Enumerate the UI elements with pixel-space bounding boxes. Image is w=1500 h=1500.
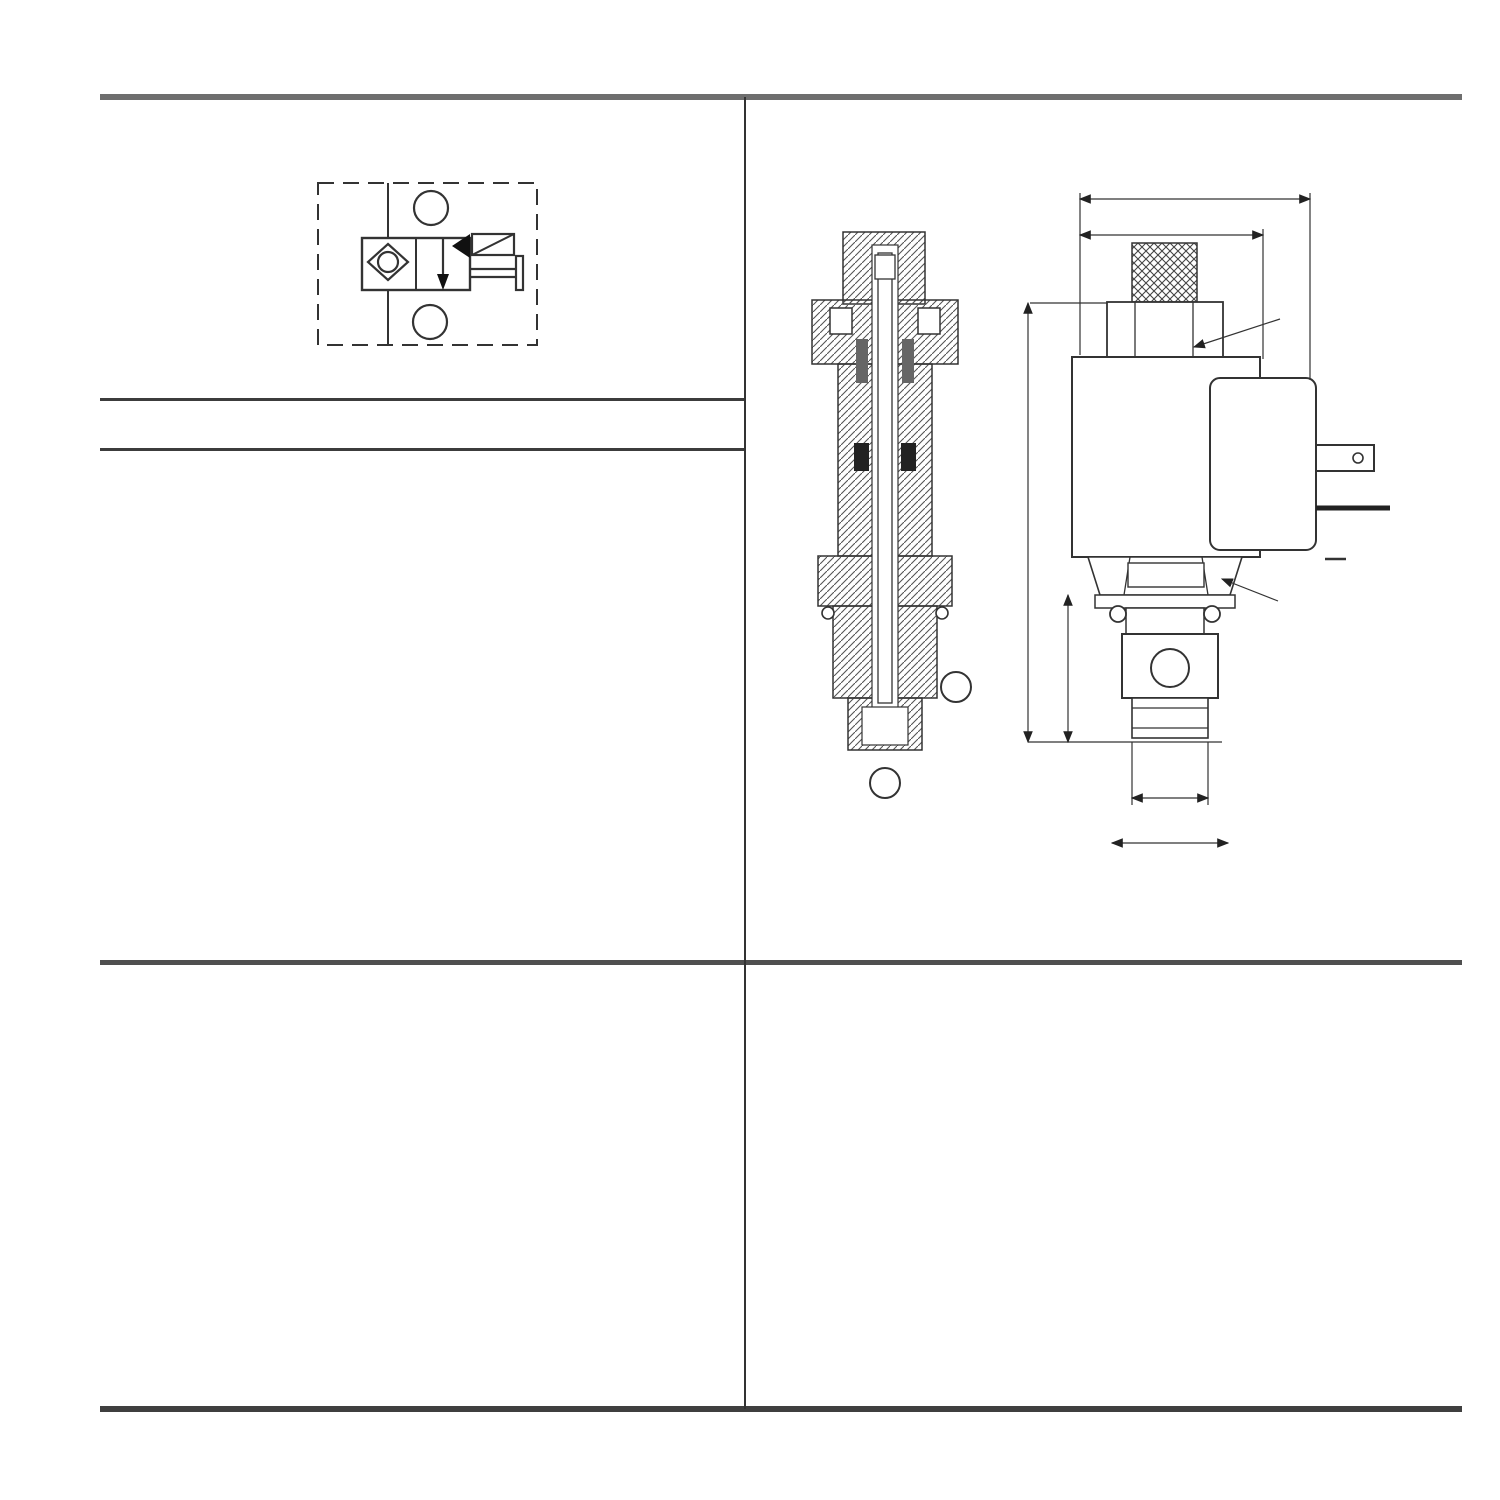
section-port-2-marker <box>941 672 971 702</box>
port-1-marker <box>413 305 447 339</box>
dimension-drawing <box>1072 243 1390 738</box>
override-pin-head <box>516 256 523 290</box>
symbol-section-title <box>110 100 116 133</box>
section-port-1-marker <box>870 768 900 798</box>
o-ring-right <box>1204 606 1220 622</box>
check-valve-ball <box>378 252 398 272</box>
hex-nut <box>1107 302 1223 357</box>
cross-section-drawing <box>812 232 958 750</box>
brand-plate <box>1128 563 1204 587</box>
knurled-knob <box>1132 243 1197 302</box>
flow-chart <box>760 1080 1400 1410</box>
chart-section-title <box>762 976 768 1008</box>
cross-drilled-port <box>1151 649 1189 687</box>
specifications-table <box>100 398 744 451</box>
valve-lower-body <box>1132 698 1208 738</box>
vertical-divider <box>744 97 746 1409</box>
oring-band <box>1126 608 1204 634</box>
operation-section-title <box>110 976 116 1008</box>
connector-block <box>1210 378 1316 550</box>
technical-drawings <box>750 95 1460 963</box>
port-2-marker <box>414 191 448 225</box>
specifications-heading <box>100 401 744 451</box>
hydraulic-symbol <box>300 170 560 360</box>
o-ring-left <box>1110 606 1126 622</box>
spade-terminal <box>1316 445 1374 471</box>
